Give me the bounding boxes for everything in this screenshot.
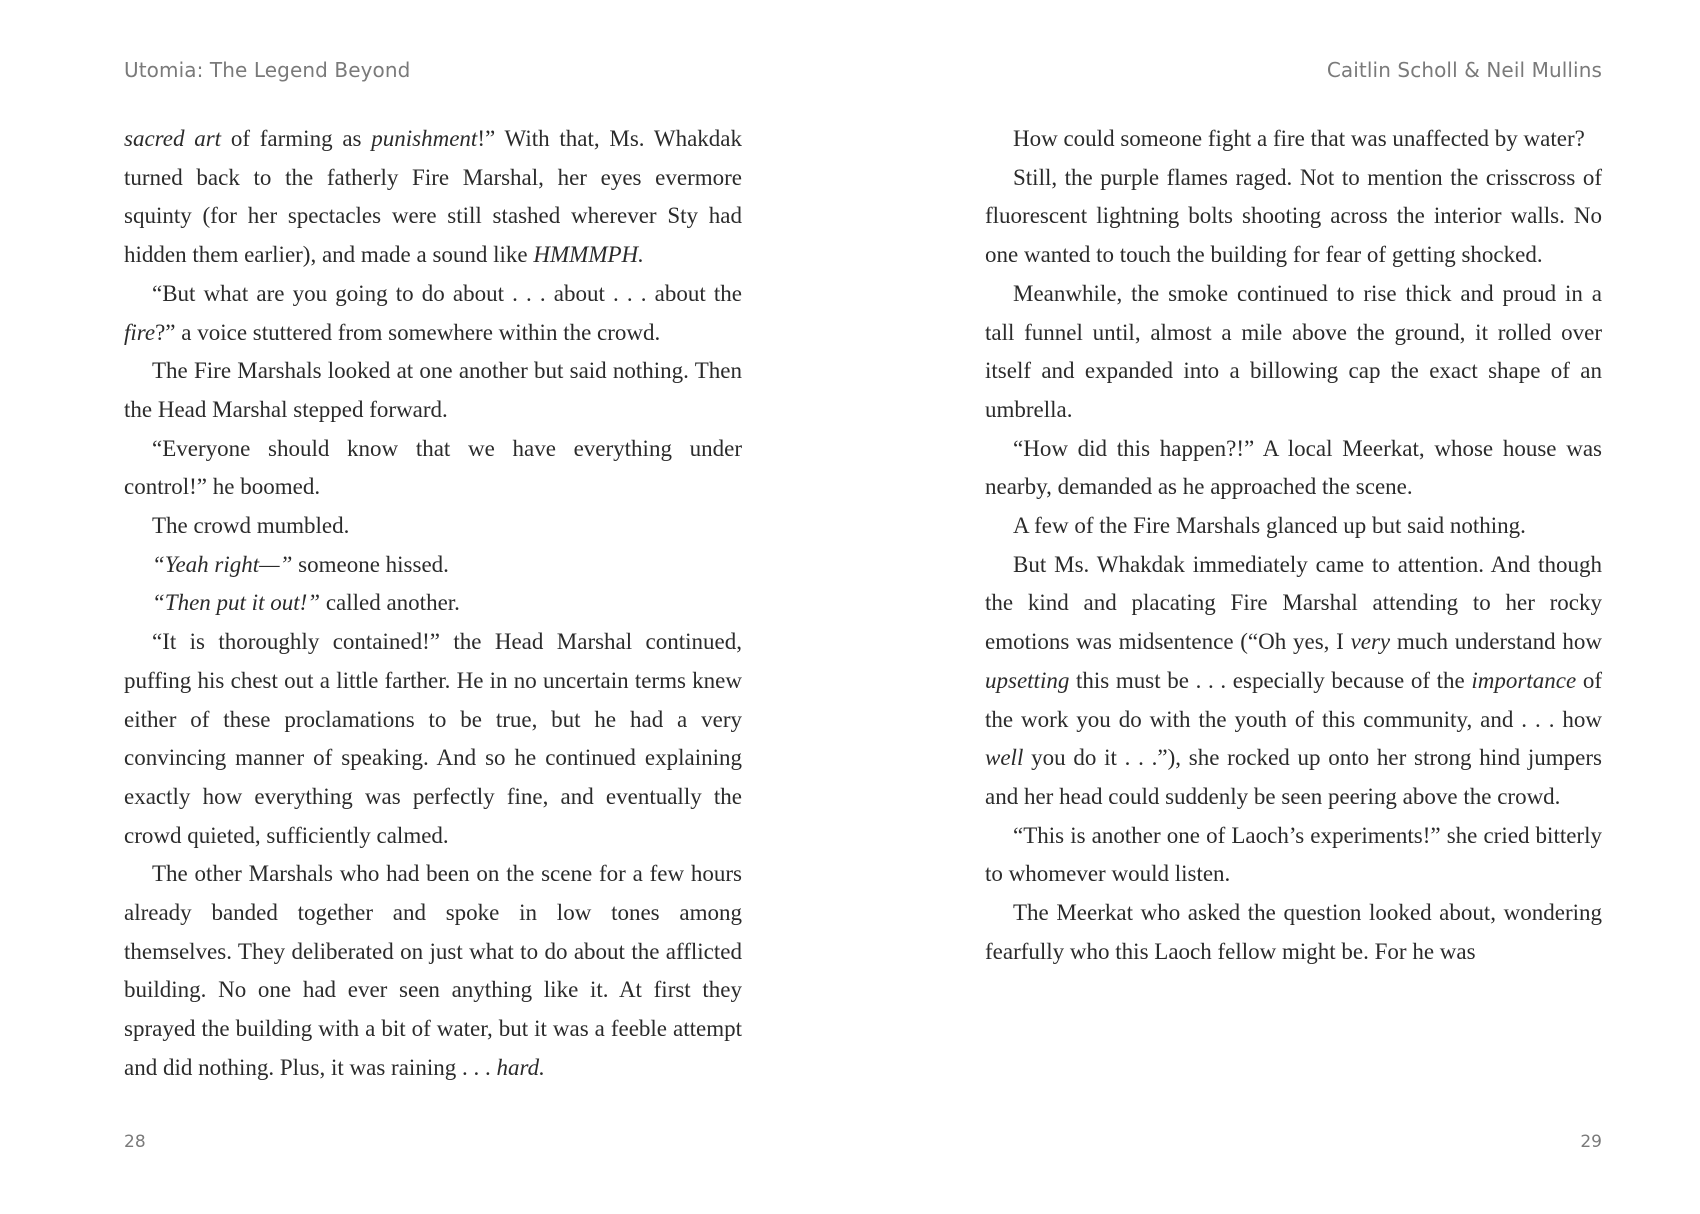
- body-paragraph: [985, 430, 1602, 507]
- italic-text: sacred art: [124, 126, 222, 151]
- right-page: [985, 0, 1602, 1214]
- italic-text: importance: [1471, 667, 1577, 693]
- body-paragraph: [985, 507, 1602, 546]
- text-run: this must be . . . especially because of the: [1069, 667, 1472, 693]
- text-run: Meanwhile, the smoke continued to rise thick and proud in a tall funnel until, almost a mile above the ground, it rolled over itself and expanded into a billowing cap the exact shape of an umbrella.: [985, 280, 1602, 422]
- left-page-body-text: [124, 120, 742, 1088]
- italic-text: very: [1350, 629, 1391, 655]
- body-paragraph: [124, 546, 742, 585]
- body-paragraph: [124, 430, 742, 507]
- text-run: you do it . . .”), she rocked up onto her strong hind jumpers and her head could suddenly be seen peering above the crowd.: [985, 745, 1602, 809]
- text-run: “Everyone should know that we have everything under control!” he boomed.: [124, 435, 742, 500]
- body-paragraph: [985, 546, 1602, 817]
- text-run: of farming as: [221, 126, 372, 151]
- text-run: called another.: [320, 590, 460, 616]
- italic-text: upsetting: [985, 667, 1070, 693]
- body-paragraph: [124, 275, 742, 352]
- right-page-body-text: [985, 120, 1602, 971]
- text-run: “This is another one of Laoch’s experiments!” she cried bitterly to whomever would listen.: [985, 822, 1602, 887]
- text-run: The crowd mumbled.: [152, 513, 350, 539]
- text-run: !” With that, Ms. Whakdak turned back to the fatherly Fire Marshal, her eyes evermore squinty (for her spectacles were still stashed wherever Sty had hidden them earlier), and made a sound like: [124, 126, 742, 268]
- running-header-authors: Caitlin Scholl & Neil Mullins: [1326, 58, 1602, 82]
- text-run: much understand how: [1390, 629, 1602, 655]
- text-run: How could someone fight a fire that was unaffected by water?: [1013, 126, 1585, 151]
- body-paragraph: [124, 623, 742, 855]
- italic-text: “Then put it out!”: [152, 590, 321, 616]
- left-page: [124, 0, 742, 1214]
- body-paragraph: [985, 159, 1602, 275]
- running-header-book-title: Utomia: The Legend Beyond: [124, 58, 411, 82]
- italic-text: fire: [124, 319, 156, 345]
- body-paragraph: [985, 817, 1602, 894]
- text-run: “It is thoroughly contained!” the Head Marshal continued, puffing his chest out a little farther. He in no uncertain terms knew either of these proclamations to be true, but he had a very convincing manner of speaking. And so he continued explaining exactly how everything was perfectly fine, and eventually the crowd quieted, sufficiently calmed.: [124, 629, 742, 848]
- text-run: of the work you do with the youth of this community, and . . . how: [985, 667, 1602, 732]
- italic-text: HMMMPH.: [533, 242, 644, 268]
- text-run: The Fire Marshals looked at one another but said nothing. Then the Head Marshal stepped forward.: [124, 358, 742, 422]
- page-number: 29: [1580, 1132, 1602, 1152]
- text-run: ?” a voice stuttered from somewhere within the crowd.: [155, 319, 661, 345]
- text-run: “How did this happen?!” A local Meerkat, whose house was nearby, demanded as he approached the scene.: [985, 435, 1602, 500]
- italic-text: punishment: [371, 126, 478, 151]
- text-run: But Ms. Whakdak immediately came to attention. And though the kind and placating Fire Marshal attending to her rocky emotions was midsentence (“Oh yes, I: [985, 551, 1602, 655]
- body-paragraph: [985, 120, 1602, 159]
- body-paragraph: [124, 855, 742, 1087]
- page-number: 28: [124, 1132, 146, 1152]
- body-paragraph: [124, 584, 742, 623]
- body-paragraph: [985, 894, 1602, 971]
- text-run: someone hissed.: [292, 551, 449, 577]
- body-paragraph: [124, 507, 742, 546]
- text-run: “But what are you going to do about . . . about . . . about the: [152, 280, 742, 306]
- body-paragraph: [124, 352, 742, 429]
- text-run: A few of the Fire Marshals glanced up but said nothing.: [1013, 513, 1526, 539]
- text-run: The Meerkat who asked the question looked about, wondering fearfully who this Laoch fellow might be. For he was: [985, 900, 1602, 964]
- body-paragraph: [985, 275, 1602, 430]
- text-run: Still, the purple flames raged. Not to mention the crisscross of fluorescent lightning bolts shooting across the interior walls. No one wanted to touch the building for fear of getting shocked.: [985, 164, 1602, 268]
- text-run: The other Marshals who had been on the scene for a few hours already banded together and spoke in low tones among themselves. They deliberated on just what to do about the afflicted building. No one had ever seen anything like it. At first they sprayed the building with a bit of water, but it was a feeble attempt and did nothing. Plus, it was raining . . .: [124, 861, 742, 1080]
- body-paragraph: [124, 120, 742, 275]
- italic-text: well: [985, 745, 1024, 771]
- italic-text: hard.: [496, 1054, 545, 1080]
- italic-text: “Yeah right—”: [152, 551, 293, 577]
